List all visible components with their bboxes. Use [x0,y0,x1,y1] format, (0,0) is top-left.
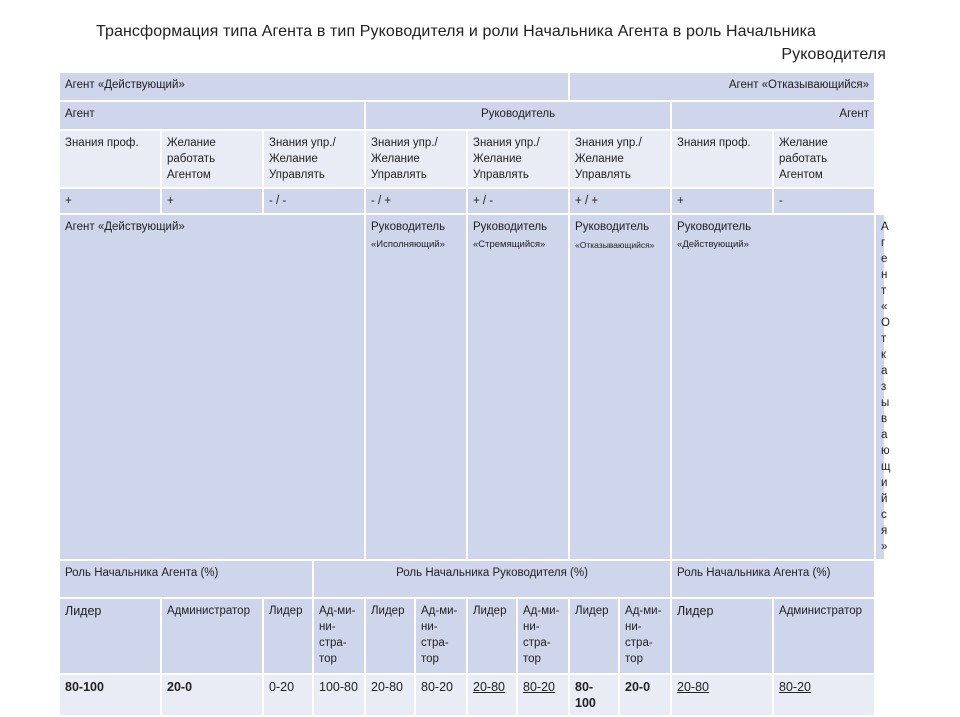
table-cell: Администратор [162,599,262,673]
table-row [60,73,884,100]
table-cell: + [60,189,160,213]
agent-group-left: Агент [60,102,364,129]
table-cell: + / - [468,189,568,213]
table-cell: Желание работать Агентом [774,131,874,187]
table-cell: Знания упр./ Желание Управлять [366,131,466,187]
table-cell: 80-100 [570,675,618,715]
manager-group: Руководитель [366,102,670,129]
table-row [60,131,884,187]
slide-title [60,20,886,66]
manager-type-sub: «Исполняющий» [371,239,445,250]
table-cell: + [672,189,772,213]
table-cell: + [162,189,262,213]
table-cell: Лидер [60,599,160,673]
table-cell: 0-20 [264,675,312,715]
title-line-1: Трансформация типа Агента в тип Руководителя и роли Начальника Агента в роль Начальника [96,23,817,40]
table-cell: Лидер [264,599,312,673]
manager-type-sub: «Отказывающийся» [575,240,655,250]
agent-active-header: Агент «Действующий» [60,73,568,100]
table-row [60,215,884,559]
manager-type-main: Руководитель [473,221,548,233]
table-cell: 20-80 [366,675,414,715]
table-cell: + / + [570,189,670,213]
manager-type-cell [468,215,568,559]
manager-type-cell [366,215,466,559]
table-cell: Ад-ми-ни-стра-тор [314,599,364,673]
table-cell: Знания упр./ Желание Управлять [468,131,568,187]
table-cell: 20-0 [162,675,262,715]
manager-type-cell [570,215,670,559]
agent-refusing-label: Агент «Отказывающийся» [876,215,884,559]
table-cell: 100-80 [314,675,364,715]
table-cell: Ад-ми-ни-стра-тор [416,599,466,673]
manager-chief-role: Роль Начальника Руководителя (%) [314,561,670,597]
manager-type-main: Руководитель [575,221,650,233]
table-cell: - / + [366,189,466,213]
table-cell: Ад-ми-ни-стра-тор [518,599,568,673]
agent-chief-role-right: Роль Начальника Агента (%) [672,561,874,597]
table-cell: Знания проф. [60,131,160,187]
table-cell: Знания упр./ Желание Управлять [264,131,364,187]
table-cell: 80-100 [60,675,160,715]
table-row [60,561,884,597]
table-row [60,599,884,673]
manager-type-cell [672,215,874,559]
table-cell: Лидер [468,599,516,673]
table-cell: Администратор [774,599,874,673]
manager-type-sub: «Стремящийся» [473,239,546,250]
table-row [60,675,884,715]
table-cell: Ад-ми-ни-стра-тор [620,599,670,673]
table-cell: Знания проф. [672,131,772,187]
manager-type-main: Руководитель [677,221,752,233]
table-cell: - [774,189,874,213]
agent-group-right: Агент [672,102,874,129]
manager-type-main: Руководитель [371,221,446,233]
table-cell: 80-20 [416,675,466,715]
table-row [60,189,884,213]
agent-refusing-header: Агент «Отказывающийся» [570,73,874,100]
table-cell: Лидер [570,599,618,673]
table-cell: 20-80 [468,675,516,715]
agent-chief-role-left: Роль Начальника Агента (%) [60,561,312,597]
table-cell: 20-0 [620,675,670,715]
table-cell: 20-80 [672,675,772,715]
table-cell: 80-20 [774,675,874,715]
manager-type-sub: «Действующий» [677,239,749,250]
table-cell: Желание работать Агентом [162,131,262,187]
transformation-table [58,71,891,717]
table-cell: Лидер [672,599,772,673]
table-cell: Лидер [366,599,414,673]
title-line-2: Руководителя [781,46,886,63]
table-row [60,102,884,129]
table-cell: - / - [264,189,364,213]
table-cell: Знания упр./ Желание Управлять [570,131,670,187]
agent-active-label: Агент «Действующий» [60,215,364,559]
table-cell: 80-20 [518,675,568,715]
